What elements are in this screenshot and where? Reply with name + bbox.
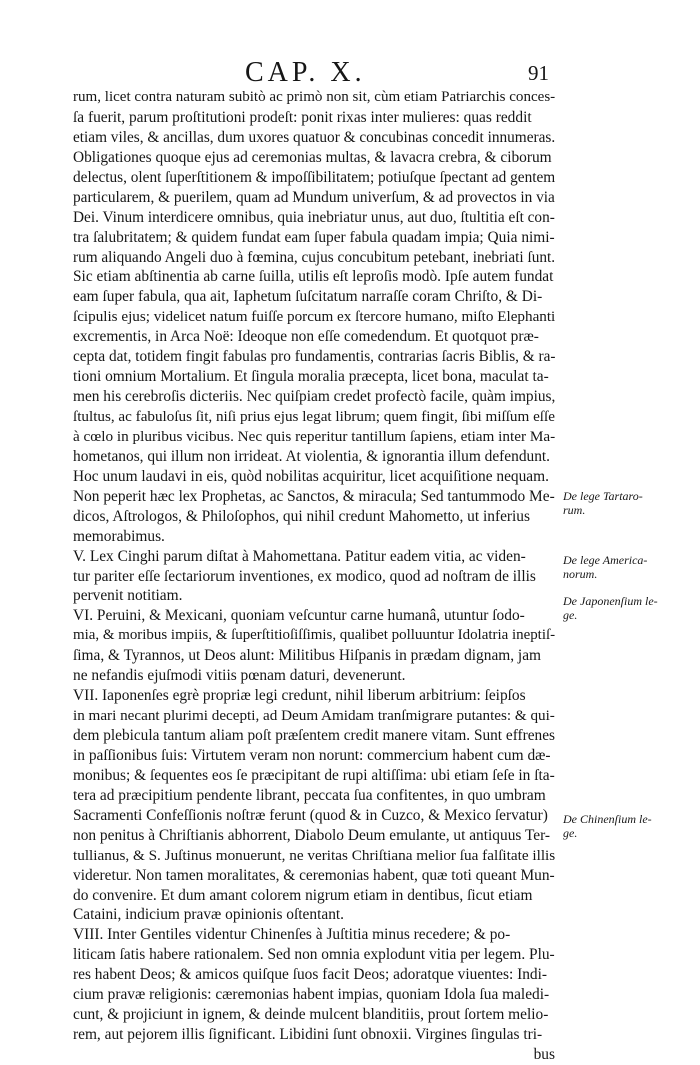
text-line: dem plebicula tantum aliam poſt præſentem credit manere vitam. Sunt effrenes bbox=[73, 727, 555, 744]
text-line: res habent Deos; & amicos quiſque ſuos facit Deos; adoratque viuentes: Indi- bbox=[73, 966, 547, 984]
margin-note-tartars bbox=[563, 489, 695, 517]
margin-note-americans bbox=[563, 553, 695, 581]
margin-note-line: De Chinenſium le- bbox=[563, 812, 652, 826]
text-line: tullianus, & S. Juſtinus monuerunt, ne veritas Chriſtiana melior ſua falſitate illis bbox=[73, 846, 556, 864]
margin-note-line: ge. bbox=[563, 826, 578, 840]
catchword: bus bbox=[533, 1046, 555, 1063]
text-line: V. Lex Cinghi parum diſtat à Mahomettana. Patitur eadem vitia, ac viden- bbox=[73, 547, 526, 565]
text-line: monibus; & ſequentes eos ſe præcipitant de rupi altiſſima: ubi etiam ſeſe in ſta- bbox=[73, 766, 555, 784]
margin-note-japanese bbox=[563, 594, 695, 622]
text-line: ne nefandis ejuſmodi vitiis pœnam daturi, devenerunt. bbox=[73, 667, 406, 685]
text-line: rum aliquando Angeli duo à fœmina, cujus concubitum petebant, inebriati ſunt. bbox=[73, 248, 556, 266]
margin-note-line: rum. bbox=[563, 503, 586, 517]
text-line: men his cerebroſis dicteriis. Nec quiſpiam credet profectò facile, quàm impius, bbox=[73, 388, 556, 406]
margin-note-line: De lege Tartaro- bbox=[563, 489, 643, 503]
text-line: memorabimus. bbox=[73, 527, 165, 545]
text-line: ſcipulis ejus; videlicet natum fuiſſe porcum ex ſtercore humano, miſto Elephanti bbox=[73, 308, 556, 326]
text-line: à cœlo in pluribus vicibus. Nec quis reperitur tantillum ſapiens, etiam inter Ma- bbox=[73, 427, 556, 445]
text-line: VII. Iaponenſes egrè propriæ legi credunt, nihil liberum arbitrium: ſeipſos bbox=[73, 687, 526, 705]
page-number: 91 bbox=[528, 61, 549, 85]
text-line: excrementis, in Arca Noë: Ideoque non eſſe comedendum. Et quotquot præ- bbox=[73, 328, 539, 346]
text-line: cunt, & projiciunt in ignem, & deinde mulcent blanditiis, prout ſortem melio- bbox=[73, 1006, 549, 1024]
text-line: tioni omnium Mortalium. Et ſingula moralia præcepta, licet bona, maculat ta- bbox=[73, 368, 549, 386]
text-line: cium pravæ religionis: cæremonias habent impias, quoniam Idola ſua maledi- bbox=[73, 986, 550, 1004]
text-line: hometanos, qui illum non irrideat. At violentia, & ignorantia illum defendunt. bbox=[73, 447, 551, 465]
text-line: tur pariter eſſe ſectariorum inventiones, ex modico, quod ad noſtram de illis bbox=[73, 567, 536, 585]
text-line: Cataini, indicium pravæ opinionis oſtentant. bbox=[73, 906, 345, 924]
text-line: mia, & moribus impiis, & ſuperſtitioſiſſimis, qualibet polluuntur Idolatria ineptiſ- bbox=[73, 627, 556, 644]
chapter-heading: CAP. X. bbox=[245, 57, 366, 88]
text-line: in mari necant plurimi decepti, ad Deum Amidam tranſmigrare putantes: & qui- bbox=[73, 707, 555, 725]
text-line: in paſſionibus ſuis: Virtutem veram non norunt: commercium habent cum dæ- bbox=[73, 746, 551, 764]
text-line: tera ad præcipitium pendente librant, peccata ſua confitentes, in quo umbram bbox=[73, 786, 546, 804]
margin-note-chinese bbox=[563, 812, 695, 840]
text-line: ſtultus, ac fabuloſus ſit, niſi prius ejus legat librum; quem fingit, ſibi miſſum eſſe bbox=[73, 408, 555, 425]
text-line: Obligationes quoque ejus ad ceremonias multas, & lavacra crebra, & ciborum bbox=[73, 148, 552, 166]
text-line: videretur. Non tamen moralitates, & ceremonias habent, quæ toti queant Mun- bbox=[73, 866, 555, 884]
text-line: delectus, olent ſuperſtitionem & impoſſibilitatem; potiuſque ſpectant ad gentem bbox=[73, 168, 556, 186]
text-line: VI. Peruini, & Mexicani, quoniam veſcuntur carne humanâ, utuntur ſodo- bbox=[73, 607, 525, 625]
margin-note-line: ge. bbox=[563, 608, 578, 622]
text-line: do convenire. Et dum amant colorem nigrum etiam in dentibus, ſicut etiam bbox=[73, 886, 533, 904]
text-line: pervenit notitiam. bbox=[73, 587, 183, 605]
text-line: ſima, & Tyrannos, ut Deos alunt: Militibus Hiſpanis in prædam dignam, jam bbox=[73, 647, 542, 665]
text-line: Sic etiam abſtinentia ab carne ſuilla, utilis eſt leproſis modò. Ipſe autem fundat bbox=[73, 268, 554, 286]
margin-note-line: De Japonenſium le- bbox=[563, 594, 658, 608]
text-line: dicos, Aſtrologos, & Philoſophos, qui nihil credunt Mahometto, ut inferius bbox=[73, 507, 530, 525]
text-line: ſa fuerit, parum proſtitutioni prodeſt: ponit rixas inter mulieres: quas reddit bbox=[73, 108, 532, 126]
text-line: cepta dat, totidem fingit fabulas pro fundamentis, contrarias ſacris Biblis, & ra- bbox=[73, 348, 556, 366]
main-text bbox=[73, 88, 555, 1065]
margin-note-line: De lege America- bbox=[563, 553, 648, 567]
text-line: Hoc unum laudavi in eis, quòd nobilitas acquiritur, licet acquiſitione nequam. bbox=[73, 467, 549, 485]
text-line: Dei. Vinum interdicere omnibus, quia inebriatur unus, aut duo, ſtultitia eſt con- bbox=[73, 208, 555, 226]
text-line: Non peperit hæc lex Prophetas, ac Sanctos, & miracula; Sed tantummodo Me- bbox=[73, 487, 555, 505]
text-line: etiam viles, & ancillas, dum uxores quatuor & concubinas concedit innumeras. bbox=[73, 128, 556, 146]
page-header bbox=[0, 58, 700, 88]
margin-note-line: norum. bbox=[563, 567, 598, 581]
text-line: rem, aut pejorem illis ſignificant. Libidini ſunt obnoxii. Virgines ſingulas tri- bbox=[73, 1026, 543, 1044]
text-line: particularem, & puerilem, quam ad Mundum univerſum, & ad provectos in via bbox=[73, 188, 555, 206]
text-line: eam ſuper fabula, qua ait, Iaphetum ſuſcitatum narraſſe coram Chriſto, & Di- bbox=[73, 288, 543, 306]
text-line: VIII. Inter Gentiles videntur Chinenſes à Juſtitia minus recedere; & po- bbox=[73, 926, 511, 944]
text-line: Sacramenti Confeſſionis noſtræ ferunt (quod & in Cuzco, & Mexico ſervatur) bbox=[73, 806, 548, 824]
text-line: non penitus à Chriſtianis abhorrent, Diabolo Deum emulante, ut antiquus Ter- bbox=[73, 826, 551, 844]
text-line: tra ſalubritatem; & quidem fundat eam ſuper fabula quadam impia; Quia nimi- bbox=[73, 228, 555, 246]
text-line: rum, licet contra naturam subitò ac primò non sit, cùm etiam Patriarchis conces- bbox=[73, 89, 556, 105]
text-line: liticam ſatis habere rationalem. Sed non omnia explodunt vitia per legem. Plu- bbox=[73, 946, 555, 964]
